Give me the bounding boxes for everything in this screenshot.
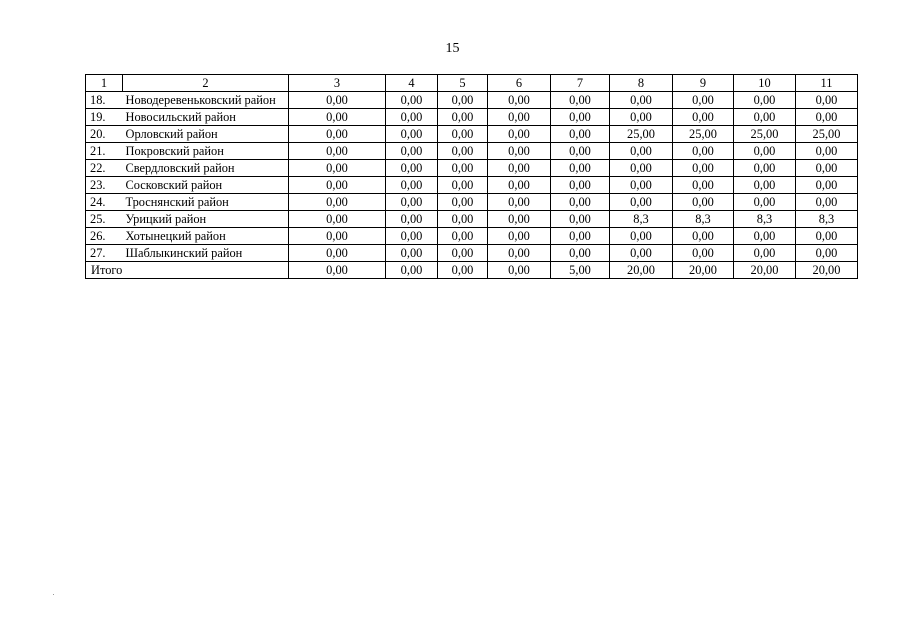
table-row [86,177,858,194]
value-cell: 0,00 [438,160,488,177]
value-cell: 0,00 [438,177,488,194]
district-name: Хотынецкий район [123,228,289,245]
value-cell: 0,00 [488,177,551,194]
value-cell: 0,00 [386,194,438,211]
value-cell: 0,00 [289,143,386,160]
value-cell: 0,00 [289,194,386,211]
value-cell: 25,00 [734,126,796,143]
value-cell: 0,00 [438,228,488,245]
table-row [86,245,858,262]
value-cell: 25,00 [610,126,673,143]
value-cell: 0,00 [796,109,858,126]
page-number: 15 [445,41,460,56]
value-cell: 0,00 [673,245,734,262]
value-cell: 0,00 [796,143,858,160]
value-cell: 0,00 [386,177,438,194]
value-cell: 0,00 [551,245,610,262]
district-name: Шаблыкинский район [123,245,289,262]
value-cell: 0,00 [551,160,610,177]
value-cell: 0,00 [438,126,488,143]
table-row [86,194,858,211]
value-cell: 0,00 [734,194,796,211]
value-cell: 25,00 [673,126,734,143]
header-cell: 4 [386,75,438,92]
value-cell: 0,00 [488,194,551,211]
value-cell: 0,00 [438,109,488,126]
table-row [86,92,858,109]
header-cell: 6 [488,75,551,92]
total-label: Итого [86,262,289,279]
value-cell: 0,00 [289,245,386,262]
header-cell: 11 [796,75,858,92]
district-name: Покровский район [123,143,289,160]
table-row [86,160,858,177]
value-cell: 25,00 [796,126,858,143]
value-cell: 0,00 [673,92,734,109]
value-cell: 0,00 [289,177,386,194]
table-row [86,109,858,126]
value-cell: 0,00 [488,160,551,177]
value-cell: 0,00 [438,194,488,211]
data-table [85,74,858,279]
value-cell: 8,3 [734,211,796,228]
table-row [86,211,858,228]
value-cell: 0,00 [673,177,734,194]
total-value-cell: 0,00 [386,262,438,279]
value-cell: 0,00 [438,143,488,160]
header-cell: 1 [86,75,123,92]
district-name: Урицкий район [123,211,289,228]
value-cell: 0,00 [289,126,386,143]
value-cell: 0,00 [610,92,673,109]
total-value-cell: 0,00 [289,262,386,279]
value-cell: 0,00 [386,228,438,245]
value-cell: 0,00 [438,92,488,109]
value-cell: 0,00 [610,143,673,160]
total-value-cell: 5,00 [551,262,610,279]
total-value-cell: 0,00 [488,262,551,279]
value-cell: 0,00 [610,160,673,177]
row-number: 23. [86,177,123,194]
value-cell: 0,00 [796,92,858,109]
value-cell: 0,00 [610,109,673,126]
row-number: 22. [86,160,123,177]
table-row [86,228,858,245]
header-cell: 3 [289,75,386,92]
row-number: 24. [86,194,123,211]
district-name: Новодеревеньковский район [123,92,289,109]
value-cell: 0,00 [796,160,858,177]
value-cell: 0,00 [386,143,438,160]
value-cell: 0,00 [673,194,734,211]
row-number: 19. [86,109,123,126]
value-cell: 0,00 [551,228,610,245]
value-cell: 0,00 [551,92,610,109]
district-name: Свердловский район [123,160,289,177]
value-cell: 0,00 [551,143,610,160]
header-cell: 2 [123,75,289,92]
total-value-cell: 0,00 [438,262,488,279]
value-cell: 0,00 [673,160,734,177]
row-number: 18. [86,92,123,109]
table-row [86,143,858,160]
value-cell: 0,00 [551,109,610,126]
value-cell: 0,00 [610,194,673,211]
value-cell: 0,00 [734,92,796,109]
value-cell: 0,00 [386,160,438,177]
header-cell: 8 [610,75,673,92]
value-cell: 0,00 [488,92,551,109]
value-cell: 0,00 [386,245,438,262]
value-cell: 0,00 [386,211,438,228]
value-cell: 0,00 [610,177,673,194]
row-number: 20. [86,126,123,143]
value-cell: 0,00 [488,211,551,228]
value-cell: 0,00 [386,126,438,143]
header-row [86,75,858,92]
value-cell: 0,00 [551,177,610,194]
value-cell: 0,00 [438,245,488,262]
value-cell: 0,00 [551,194,610,211]
value-cell: 0,00 [488,109,551,126]
value-cell: 0,00 [488,228,551,245]
value-cell: 0,00 [734,109,796,126]
value-cell: 0,00 [488,245,551,262]
value-cell: 8,3 [610,211,673,228]
district-name: Троснянский район [123,194,289,211]
scan-speck [53,594,54,595]
value-cell: 0,00 [289,92,386,109]
value-cell: 0,00 [438,211,488,228]
district-name: Сосковский район [123,177,289,194]
value-cell: 0,00 [551,211,610,228]
value-cell: 0,00 [386,92,438,109]
value-cell: 0,00 [610,245,673,262]
row-number: 21. [86,143,123,160]
row-number: 25. [86,211,123,228]
value-cell: 0,00 [386,109,438,126]
value-cell: 0,00 [289,109,386,126]
total-row [86,262,858,279]
value-cell: 0,00 [289,211,386,228]
value-cell: 0,00 [673,228,734,245]
district-name: Новосильский район [123,109,289,126]
value-cell: 8,3 [796,211,858,228]
value-cell: 8,3 [673,211,734,228]
value-cell: 0,00 [488,126,551,143]
value-cell: 0,00 [610,228,673,245]
table-row [86,126,858,143]
header-cell: 7 [551,75,610,92]
total-value-cell: 20,00 [796,262,858,279]
total-value-cell: 20,00 [734,262,796,279]
row-number: 27. [86,245,123,262]
total-value-cell: 20,00 [610,262,673,279]
value-cell: 0,00 [796,194,858,211]
district-name: Орловский район [123,126,289,143]
value-cell: 0,00 [551,126,610,143]
row-number: 26. [86,228,123,245]
value-cell: 0,00 [734,245,796,262]
value-cell: 0,00 [488,143,551,160]
header-cell: 5 [438,75,488,92]
total-value-cell: 20,00 [673,262,734,279]
value-cell: 0,00 [734,160,796,177]
value-cell: 0,00 [734,177,796,194]
value-cell: 0,00 [734,228,796,245]
value-cell: 0,00 [734,143,796,160]
value-cell: 0,00 [796,228,858,245]
value-cell: 0,00 [289,228,386,245]
value-cell: 0,00 [289,160,386,177]
value-cell: 0,00 [796,177,858,194]
header-cell: 9 [673,75,734,92]
value-cell: 0,00 [673,109,734,126]
value-cell: 0,00 [673,143,734,160]
value-cell: 0,00 [796,245,858,262]
header-cell: 10 [734,75,796,92]
